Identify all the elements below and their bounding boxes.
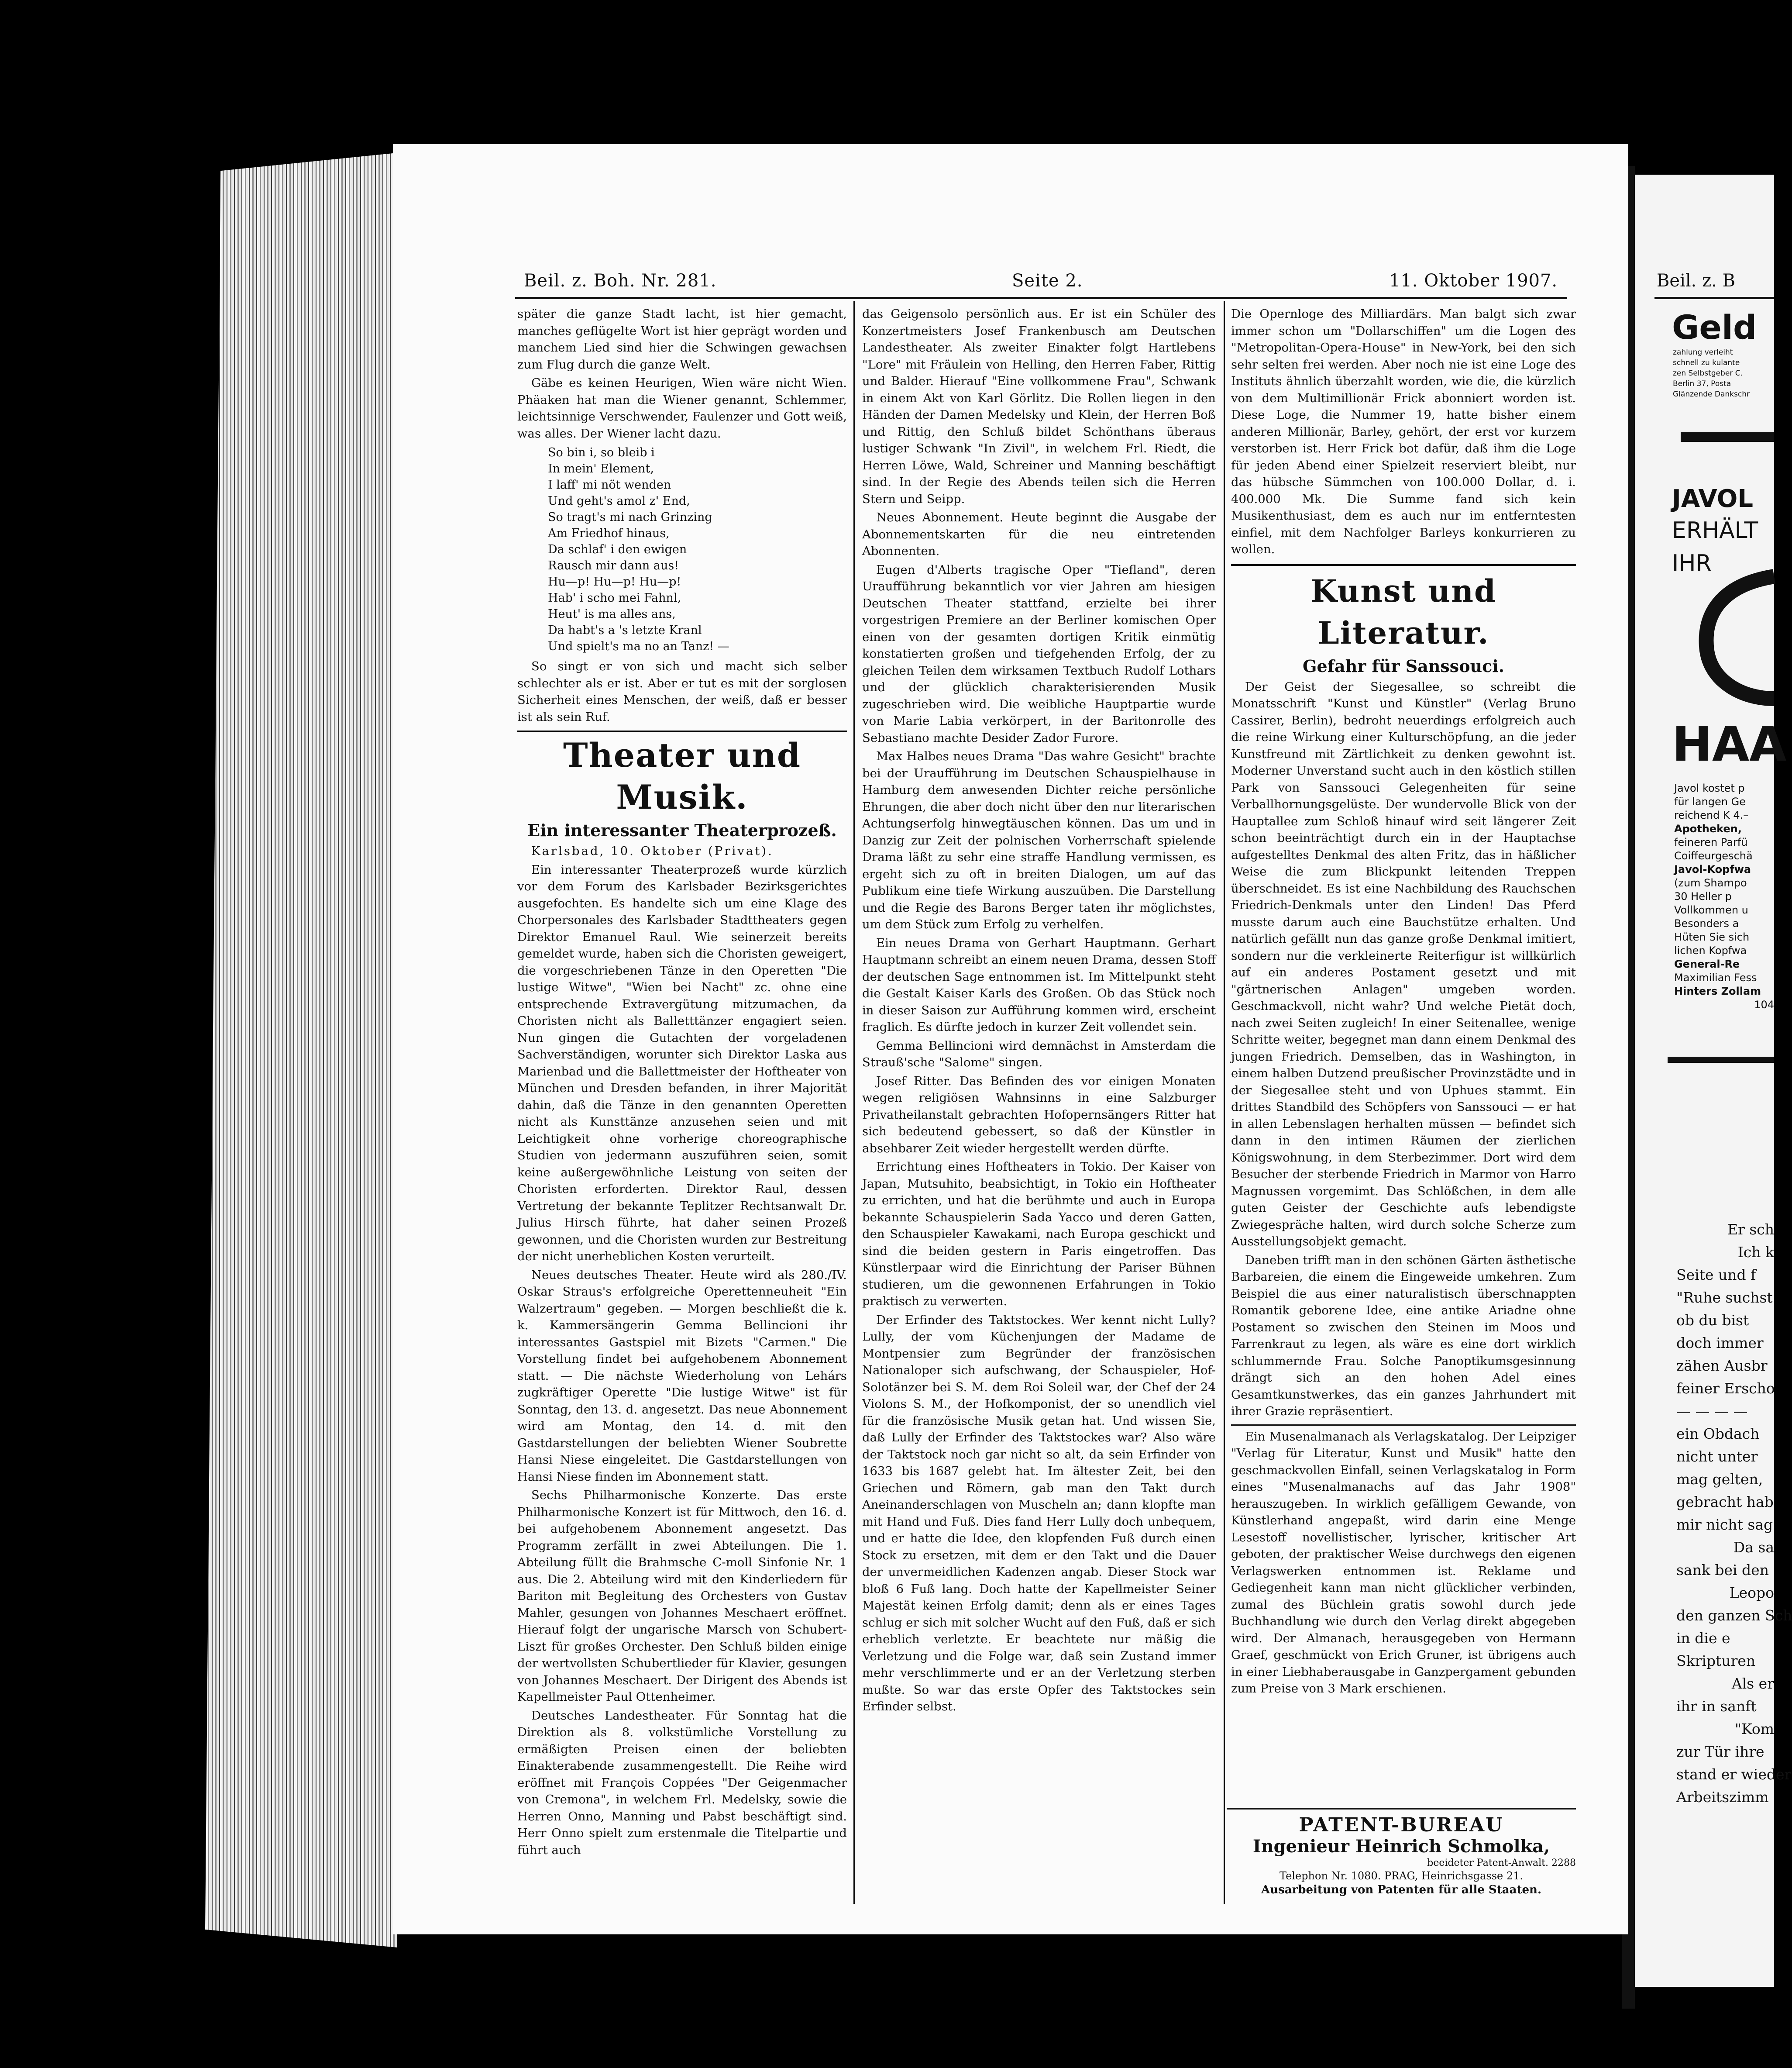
header-issue: Beil. z. Boh. Nr. 281. (524, 271, 717, 291)
column-1 (517, 306, 847, 1904)
right-page-text: Er sch Ich k Seite und f "Ruhe suchst ob du bist doch immer zähen Ausbr feiner Erscho — — — — ein Obdach nicht unter mag gelten, gebracht hab mir nicht sag Da sa sank bei den Leopo den ganzen Sch in die e Skripturen Als er ihr in sanft "Kom zur Tür ihre stand er wieder Arbeitszimm (1676, 1221, 1792, 1806)
javol-slogan-2: IHR (1672, 550, 1712, 576)
section-title-kunst: Kunst und Literatur. (1310, 572, 1496, 651)
geld-advert-title: Geld (1672, 308, 1757, 347)
javol-advert-bottom-border (1668, 1057, 1774, 1063)
paragraph: Errichtung eines Hoftheaters in Tokio. Der Kaiser von Japan, Mutsuhito, beabsichtigt, in Tokio ein Hoftheater zu errichten, und hat die berühmte und auch in Europa bekannte Schauspielerin Sada Yacco und deren Gatten, den Schauspieler Kawakami, nach Europa geschickt und sind die beiden gestern in Paris eingetroffen. Das Künstlerpaar wird die Einrichtung der Pariser Bühnen studieren, um die gewonnenen Erfahrungen in Tokio praktisch zu verwerten. (862, 1160, 1216, 1308)
poem: So bin i, so bleib i In mein' Element, I laff' mi nöt wenden Und geht's amol z' End, So tragt's mi nach Grinzing Am Friedhof hinaus, Da schlaf' i den ewigen Rausch mir dann aus! Hu—p! Hu—p! Hu—p! Hab' i scho mei Fahnl, Heut' is ma alles ans, Da habt's a 's letzte Kranl Und spielt's ma no an Tanz! — (548, 446, 729, 653)
geld-advert-text: zahlung verleiht schnell zu kulante zen Selbstgeber C. Berlin 37, Posta Glänzende Dankschr (1673, 348, 1750, 399)
paragraph: So singt er von sich und macht sich selber schlechter als er ist. Aber er tut es mit der sorglosen Sicherheit eines Menschen, der weiß, daß er besser ist als sein Ruf. (517, 659, 847, 724)
paragraph: Der Geist der Siegesallee, so schreibt die Monatsschrift "Kunst und Künstler" (Verlag Bruno Cassirer, Berlin), bedroht neuerdings erfolgreich auch die reine Wirkung einer Kulturschöpfung, an die jeder Kunstfreund mit Zärtlichkeit zu denken gewohnt ist. Moderner Unverstand sucht auch in den köstlich stillen Park von Sanssouci Gelegenheiten für seine Verballhornungsgelüste. Der wundervolle Blick von der Hauptallee zum Schloß hinauf wird seit längerer Zeit schon beeinträchtigt durch ein in der Hauptachse aufgestelltes Denkmal des alten Fritz, das in häßlicher Weise die zum Blickpunkt leitenden Treppen überschneidet. Es ist eine Nachbildung des Rauchschen Friedrich-Denkmals unter den Linden! Das Pferd musste darum auch eine Bauchstütze erhalten. Und natürlich gefällt nun das ganze große Denkmal imitiert, sondern nur die verkleinerte Reiterfigur ist willkürlich auf ein anderes Postament gesetzt und mit "gärtnerischen Anlagen" umgeben worden. Geschmackvoll, nicht wahr? Und welche Pietät doch, nach zwei Seiten zugleich! In einer Seitenallee, wenige Schritte weiter, begegnet man dann einem Denkmal des jungen Friedrich. Demselben, das in Washington, in einem halben Dutzend preußischer Provinzstädte und in der Siegesallee steht und von Uphues stammt. Ein drittes Standbild des Schöpfers von Sanssouci — er hat in allen Lebenslagen herhalten müssen — befindet sich dann in den intimen Räumen der zierlichen Königswohnung, in dem Sterbezimmer. Dort wird dem Besucher der sterbende Friedrich in Marmor von Harro Magnussen vorgemimt. Das Schlößchen, in dem alle guten Geister der Geschichte aufs lebendigste Zwiegespräche halten, wird durch solche Scherze zum Ausstellungsobjekt gemacht. (1231, 679, 1576, 1248)
advert-title: PATENT-BUREAU (1299, 1814, 1504, 1836)
section-title-theater: Theater und Musik. (563, 736, 801, 817)
article-title-sanssouci: Gefahr für Sanssouci. (1303, 656, 1504, 676)
paragraph: Sechs Philharmonische Konzerte. Das erste Philharmonische Konzert ist für Mittwoch, den 16. d. bei aufgehobenem Abonnement angesetzt. Das Programm zerfällt in zwei Abteilungen. Die 1. Abteilung füllt die Brahmsche C-moll Sinfonie Nr. 1 aus. Die 2. Abteilung wird mit den Kinderliedern für Bariton mit Begleitung des Orchesters von Gustav Mahler, gesungen von Johannes Meschaert eröffnet. Hierauf folgt der ungarische Marsch von Schubert-Liszt für großes Orchester. Den Schluß bilden einige der wertvollsten Schubertlieder für Klavier, gesungen von Johannes Meschaert. Der Dirigent des Abends ist Kapellmeister Paul Ottenheimer. (517, 1488, 847, 1704)
paragraph: Die Opernloge des Milliardärs. Man balgt sich zwar immer schon um "Dollarschiffen" um die Logen des "Metropolitan-Opera-House" in New-York, bei den sich sehr selten frei werden. Aber noch nie ist eine Loge des Instituts ähnlich überzahlt worden, wie die, die kürzlich von dem Multimillionär Frick abonniert worden ist. Diese Loge, die Nummer 19, hatte bisher einem anderen Millionär, Barley, gehört, der erst vor kurzem verstorben ist. Herr Frick bot dafür, daß ihm die Loge für jeden Abend einer Spielzeit reserviert bleibt, nur das hübsche Sümmchen von 100.000 Dollar, d. i. 400.000 Mk. Die Summe fand sich kein Musikenthusiast, dem es auch nur im entferntesten einfiel, mit dem Nachfolger Barleys konkurrieren zu wollen. (1231, 307, 1576, 556)
paragraph: Neues deutsches Theater. Heute wird als 280./IV. Oskar Straus's erfolgreiche Operettenneuheit "Ein Walzertraum" gegeben. — Morgen beschließt die k. k. Kammersängerin Gemma Bellincioni ihr interessantes Gastspiel mit Bizets "Carmen." Die Vorstellung findet bei aufgehobenem Abonnement statt. — Die nächste Wiederholung von Lehárs zugkräftiger Operette "Die lustige Witwe" ist für Sonntag, den 13. d. angesetzt. Das neue Abonnement wird am Montag, den 14. d. mit den Gastdarstellungen der beliebten Wiener Soubrette Hansi Niese eingeleitet. Die Gastdarstellungen von Hansi Niese finden im Abonnement statt. (517, 1268, 847, 1484)
advert-address: Telephon Nr. 1080. PRAG, Heinrichsgasse 21. (1279, 1870, 1524, 1882)
paragraph: Der Erfinder des Taktstockes. Wer kennt nicht Lully? Lully, der vom Küchenjungen der Madame de Montpensier zum Begründer der französischen Nationaloper sich aufschwang, der Schauspieler, Hof-Solotänzer bei S. M. dem Roi Soleil war, der Chef der 24 Violons S. M., der Hofkomponist, der so unendlich viel für die französische Musik getan hat. Und wissen Sie, daß Lully der Erfinder des Taktstockes war? Also wäre der Taktstock noch gar nicht so alt, da sein Erfinder von 1633 bis 1687 gelebt hat. Im ältester Zeit, bei den Griechen und Römern, gab man den Takt durch Aneinanderschlagen von Muscheln an; dann klopfte man mit Hand und Fuß. Dies fand Herr Lully doch unbequem, und er hatte die Idee, den klopfenden Fuß durch einen Stock zu ersetzen, mit dem er den Takt und die Dauer der unvermeidlichen Kadenzen angab. Dieser Stock war bloß 6 Fuß lang. Doch hatte der Kapellmeister Seiner Majestät keinen Erfolg damit; denn als er eines Tages schlug er sich mit solcher Wucht auf den Fuß, daß er sich erheblich verletzte. Er beachtete nur mäßig die Verletzung und die Folge war, daß sein Zustand immer mehr verschlimmerte und er an der Verletzung sterben mußte. So war das erste Opfer des Taktstockes sein Erfinder selbst. (862, 1313, 1216, 1713)
paragraph: Ein neues Drama von Gerhart Hauptmann. Gerhart Hauptmann schreibt an einem neuen Drama, dessen Stoff der deutschen Sage entnommen ist. Im Mittelpunkt steht die Gestalt Kaiser Karls des Großen. Ob das Stück noch in dieser Saison zur Aufführung kommen wird, erscheint fraglich. Es dürfte jedoch in kurzer Zeit vollendet sein. (862, 936, 1216, 1034)
paragraph: Neues Abonnement. Heute beginnt die Ausgabe der Abonnementskarten für die neu eintretenden Abonnenten. (862, 510, 1216, 558)
section-rule (517, 731, 847, 732)
patent-advert (1227, 1814, 1576, 1897)
javol-big-word: HAA (1672, 716, 1787, 772)
column-rule-1 (853, 301, 855, 1904)
paragraph: Gemma Bellincioni wird demnächst in Amsterdam die Strauß'sche "Salome" singen. (862, 1038, 1216, 1069)
article-title-theaterprozess: Ein interessanter Theaterprozeß. (527, 820, 837, 840)
javol-advert-border (1681, 432, 1774, 442)
javol-brand: JAVOL (1672, 485, 1754, 513)
paragraph: Daneben trifft man in den schönen Gärten ästhetische Barbareien, die einem die Eingeweide umkehren. Zum Beispiel die aus einer naturalistisch überschnappten Romantik geborene Idee, eine antike Ariadne ohne Postament so zwischen den Steinen im Moos und Farrenkraut zu legen, als wäre es eine dort wirklich schlummernde Frau. Solche Panoptikumsgesinnung drängt sich an den hohen Adel eines Gesamtkunstwerkes, das ein ganzes Jahrhundert mit ihrer Grazie repräsentiert. (1231, 1253, 1576, 1418)
paragraph: das Geigensolo persönlich aus. Er ist ein Schüler des Konzertmeisters Josef Frankenbusch am Deutschen Landestheater. Als zweiter Einakter folgt Hartlebens "Lore" mit Fräulein von Helling, den Herren Faber, Rittig und Balder. Hierauf "Eine vollkommene Frau", Schwank in einem Akt von Karl Görlitz. Die Rollen liegen in den Händen der Damen Medelsky und Klein, der Herren Boß und Rittig, den Schluß bildet Schönthans überaus lustiger Schwank "In Zivil", in welchem Frl. Riedt, die Herren Löwe, Wald, Schreiner und Manning beschäftigt sind. In der Regie des Abends teilen sich die Herren Stern und Seipp. (862, 307, 1216, 506)
book-page-edges (205, 153, 397, 1947)
paragraph: Max Halbes neues Drama "Das wahre Gesicht" brachte bei der Uraufführung im Deutschen Schauspielhause in Hamburg dem anwesenden Dichter reiche persönliche Ehrungen, die aber doch nicht über den nur literarischen Achtungserfolg hinwegtäuschen können. Das um und in Danzig zur Zeit der polnischen Vorherrschaft spielende Drama läßt zu sehr eine straffe Handlung vermissen, es ergeht sich zu oft in breiten Dialogen, um auf das Publikum eine tiefe Wirkung auszuüben. Die Darstellung und die Regie des Barons Berger taten ihr möglichstes, um dem Stück zum Erfolg zu verhelfen. (862, 749, 1216, 931)
paragraph: Josef Ritter. Das Befinden des vor einigen Monaten wegen religiösen Wahnsinns in eine Salzburger Privatheilanstalt gebrachten Hofopernsängers Ritter hat sich bedeutend gebessert, so daß der Künstler in absehbarer Zeit wieder hergestellt werden dürfte. (862, 1074, 1216, 1155)
javol-advert-text: Javol kostet p für langen Ge reichend K 4.– Apotheken, feineren Parfü Coiffeurgeschä Javol-Kopfwa (zum Shampo 30 Heller p Vollkommen u Besonders a Hüten Sie sich lichen Kopfwa General-Re Maximilian Fess Hinters Zollam 104 (1674, 782, 1774, 1011)
section-rule (1231, 564, 1576, 566)
javol-illustration (1694, 568, 1774, 707)
right-header-rule (1654, 297, 1774, 299)
advert-service: Ausarbeitung von Patenten für alle Staaten. (1261, 1883, 1541, 1896)
right-page-header: Beil. z. B (1657, 271, 1735, 291)
column-rule-2 (1224, 301, 1225, 1904)
header-rule (515, 297, 1567, 299)
paragraph: Deutsches Landestheater. Für Sonntag hat die Direktion als 8. volkstümliche Vorstellung zu ermäßigten Preisen einen der beliebten Einakterabende zusammengestellt. Die Reihe wird eröffnet mit François Coppées "Der Geigenmacher von Cremona", in welchem Frl. Medelsky, sowie die Herren Onno, Manning und Pabst beschäftigt sind. Herr Onno spielt zum erstenmale die Titelpartie und führt auch (517, 1708, 847, 1857)
header-date: 11. Oktober 1907. (1389, 271, 1558, 291)
paragraph: Ein interessanter Theaterprozeß wurde kürzlich vor dem Forum des Karlsbader Bezirksgerichtes ausgefochten. Es handelte sich um eine Klage des Chorpersonales des Karlsbader Stadttheaters gegen Direktor Emanuel Raul. Wie seinerzeit bereits gemeldet wurde, haben sich die Choristen geweigert, die vorgeschriebenen Tänze in den Operetten "Die lustige Witwe", "Wien bei Nacht" zc. ohne eine entsprechende Extravergütung mitzumachen, da Choristen nicht als Balletttänzer engagiert seien. Nun gingen die Gutachten der vorgeladenen Sachverständigen, worunter sich Direktor Laska aus Marienbad und die Ballettmeister der Hoftheater von München und Dresden befanden, in ihrer Majorität dahin, daß die Tänze in den genannten Operetten nicht als Kunsttänze anzusehen seien und mit Leichtigkeit ohne vorherige choreographische Studien von jedermann auszuführen seien, somit keine außergewöhnliche Leistung von seiten der Choristen erforderten. Direktor Raul, dessen Vertretung der bekannte Teplitzer Rechtsanwalt Dr. Julius Hirsch führte, hat daher seinen Prozeß gewonnen, und die Choristen wurden zur Bestreitung der nicht unerheblichen Kosten verurteilt. (517, 862, 847, 1263)
paragraph: Gäbe es keinen Heurigen, Wien wäre nicht Wien. Phäaken hat man die Wiener genannt, Schlemmer, leichtsinnige Verschwender, Faulenzer und Gott weiß, was alles. Der Wiener lacht dazu. (517, 376, 847, 441)
advert-name: Ingenieur Heinrich Schmolka, (1252, 1836, 1550, 1857)
javol-slogan-1: ERHÄLT (1672, 517, 1758, 544)
advert-profession: beeideter Patent-Anwalt. 2288 (1427, 1858, 1576, 1868)
paragraph: Eugen d'Alberts tragische Oper "Tiefland", deren Uraufführung bekanntlich vor vier Jahren am hiesigen Deutschen Theater stattfand, erzielte bei ihrer vorgestrigen Premiere an der Berliner komischen Oper einen von der gesamten dortigen Kritik einmütig konstatierten großen und tiefgehenden Erfolg, der zu gleichen Teilen dem wirksamen Textbuch Rudolf Lothars und der glücklich charakterisierenden Musik zugeschrieben wird. Die weibliche Hauptpartie wurde von Marie Labia verkörpert, in der Baritonrolle des Sebastiano machte Desider Zador Furore. (862, 562, 1216, 745)
paragraph: später die ganze Stadt lacht, ist hier gemacht, manches geflügelte Wort ist hier geprägt worden und manchem Lied sind hier die Schwingen gewachsen zum Flug durch die ganze Welt. (517, 307, 847, 372)
advert-rule (1227, 1808, 1576, 1810)
article-rule (1231, 1424, 1576, 1426)
header-page-number: Seite 2. (1012, 271, 1083, 291)
paragraph: Ein Musenalmanach als Verlagskatalog. Der Leipziger "Verlag für Literatur, Kunst und Musik" hatte den geschmackvollen Einfall, seinen Verlagskatalog in Form eines "Musenalmanachs auf das Jahr 1908" herauszugeben. In wirklich gefälligem Gewande, von Künstlerhand angepaßt, wird darin eine Menge Lesestoff novellistischer, lyrischer, kritischer Art geboten, der praktischer Weise durchwegs den eigenen Verlagswerken entnommen ist. Reklame und Gediegenheit kann man nicht glücklicher verbinden, zumal des Büchlein gratis sowohl durch jede Buchhandlung wie durch den Verlag direkt abgegeben wird. Der Almanach, herausgegeben von Hermann Graef, geschmückt von Erich Gruner, ist übrigens auch in einer Liebhaberausgabe in Ganzpergament gebunden zum Preise von 3 Mark erschienen. (1231, 1429, 1576, 1696)
column-2 (862, 306, 1216, 1904)
dateline: Karlsbad, 10. Oktober (Privat). (531, 844, 774, 858)
column-3 (1231, 306, 1576, 1799)
